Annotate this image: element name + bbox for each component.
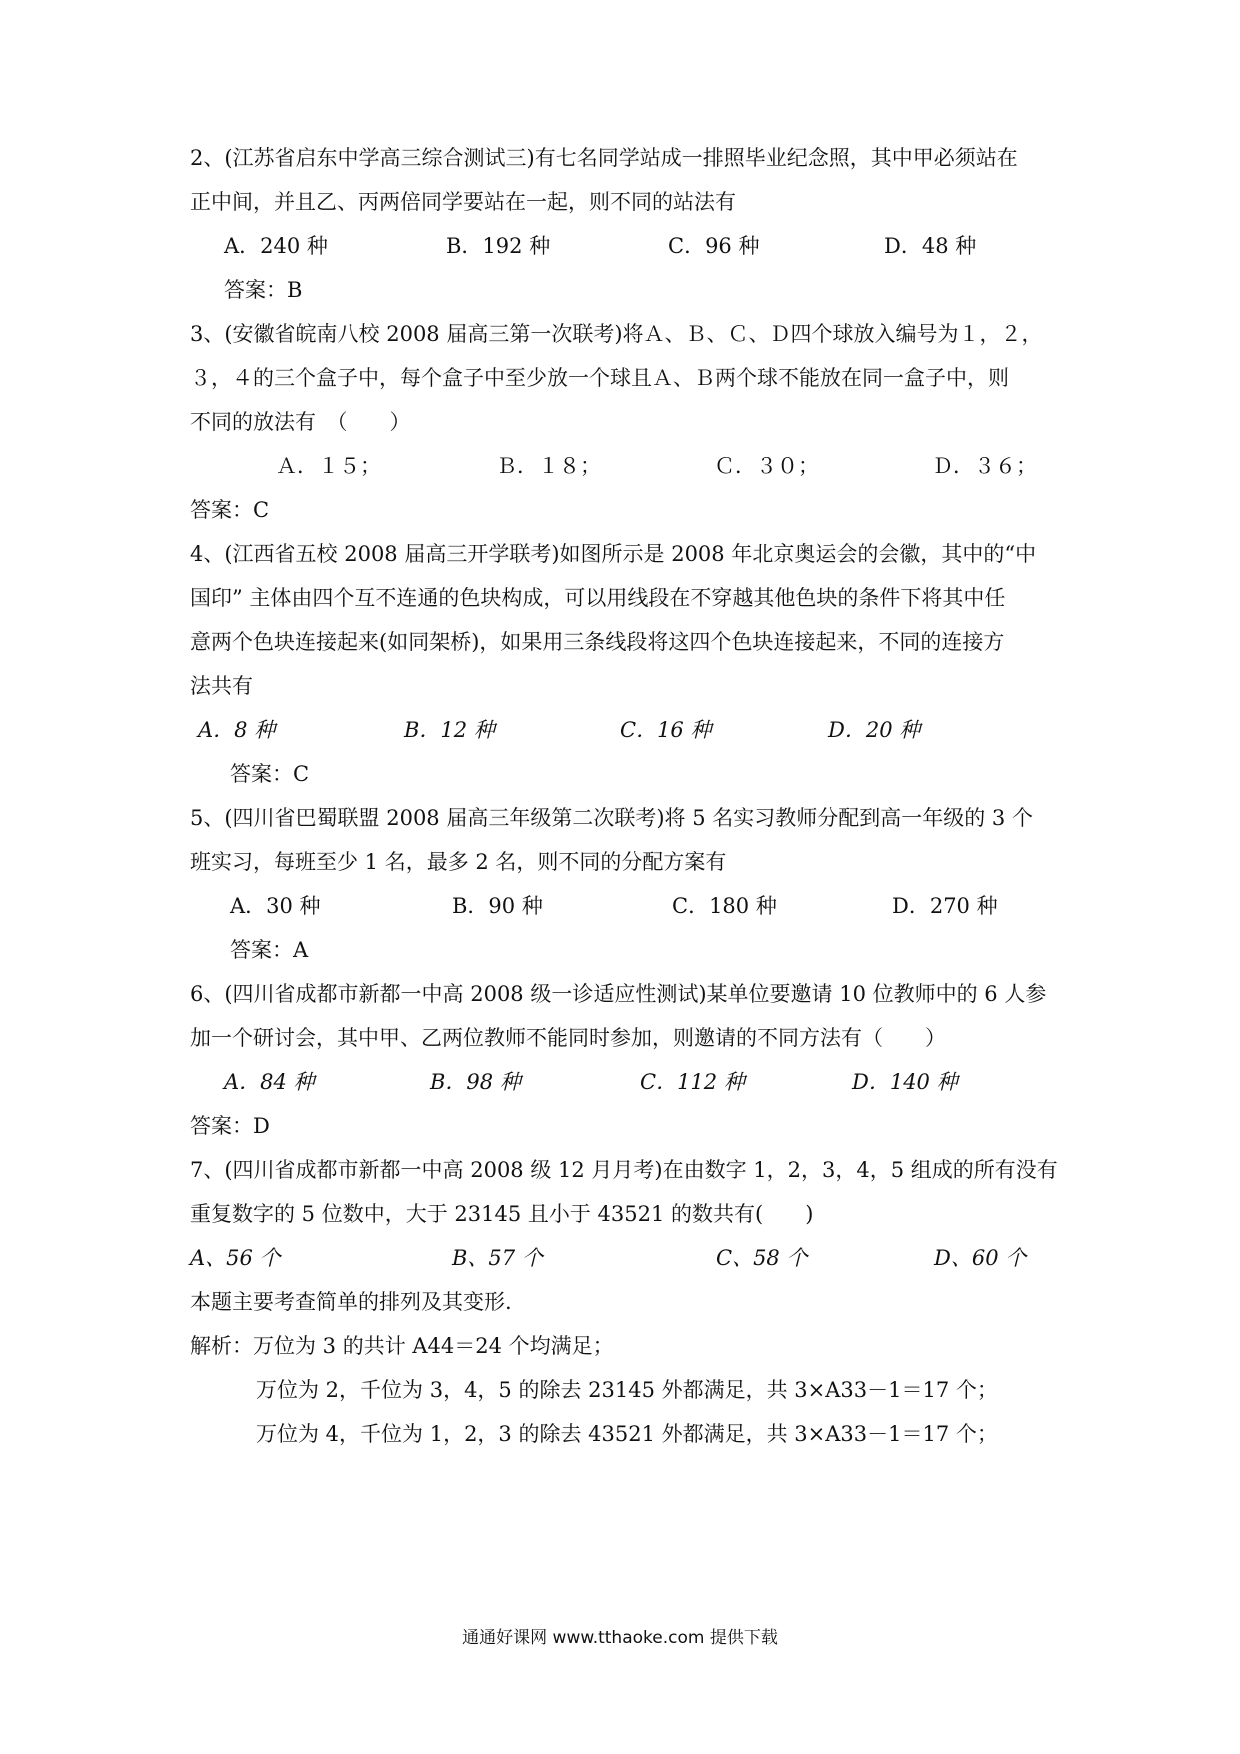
option-b: B．98 种	[430, 1070, 521, 1094]
option-b: B．192 种	[446, 234, 551, 258]
question-4-line-4: 法共有	[190, 674, 253, 698]
question-6-options	[0, 1068, 1240, 1096]
question-3-answer: 答案：C	[190, 498, 270, 522]
question-5-line-1: 5、(四川省巴蜀联盟 2008 届高三年级第二次联考)将 5 名实习教师分配到高一年级的 3 个	[190, 806, 1033, 830]
option-d: Ｄ．３６；	[932, 454, 1037, 478]
option-b: B．90 种	[452, 894, 543, 918]
option-d: D．140 种	[852, 1070, 958, 1094]
question-5-line-2: 班实习，每班至少 1 名，最多 2 名，则不同的分配方案有	[190, 850, 727, 874]
option-b: B．12 种	[404, 718, 495, 742]
question-4-options	[0, 716, 1240, 744]
option-b: Ｂ．１８；	[496, 454, 601, 478]
question-3-line-2: ３，４的三个盒子中，每个盒子中至少放一个球且Ａ、Ｂ两个球不能放在同一盒子中，则	[190, 366, 1009, 390]
question-2-answer: 答案：B	[224, 278, 303, 302]
question-2-line-2: 正中间，并且乙、丙两倍同学要站在一起，则不同的站法有	[190, 190, 736, 214]
question-7-line-2: 重复数字的 5 位数中，大于 23145 且小于 43521 的数共有( )	[190, 1202, 814, 1226]
analysis-intro: 本题主要考查简单的排列及其变形.	[190, 1290, 512, 1314]
analysis-second: 万位为 2，千位为 3，4，5 的除去 23145 外都满足，共 3×A33－1＝17 个；	[256, 1378, 998, 1402]
option-c: C、58 个	[716, 1246, 808, 1270]
question-4-line-3: 意两个色块连接起来(如同架桥)，如果用三条线段将这四个色块连接起来，不同的连接方	[190, 630, 1005, 654]
option-a: A．84 种	[224, 1070, 315, 1094]
option-d: D．270 种	[892, 894, 998, 918]
option-c: Ｃ．３０；	[714, 454, 819, 478]
question-7-options	[0, 1244, 1240, 1272]
question-3-line-3: 不同的放法有 （ ）	[190, 410, 411, 434]
option-a: A、56 个	[190, 1246, 281, 1270]
option-c: C．112 种	[640, 1070, 745, 1094]
question-4-line-2: 国印” 主体由四个互不连通的色块构成，可以用线段在不穿越其他色块的条件下将其中任	[190, 586, 1006, 610]
option-a: A．30 种	[230, 894, 321, 918]
option-a: Ａ．１５；	[276, 454, 381, 478]
option-a: A．8 种	[198, 718, 276, 742]
question-4-line-1: 4、(江西省五校 2008 届高三开学联考)如图所示是 2008 年北京奥运会的会徽，其中的“中	[190, 542, 1037, 566]
question-2-options	[0, 232, 1240, 260]
question-5-answer: 答案：A	[230, 938, 309, 962]
option-a: A．240 种	[224, 234, 328, 258]
option-d: D．20 种	[828, 718, 921, 742]
question-4-answer: 答案：C	[230, 762, 310, 786]
question-7-line-1: 7、(四川省成都市新都一中高 2008 级 12 月月考)在由数字 1，2，3，4，5 组成的所有没有	[190, 1158, 1058, 1182]
option-c: C．96 种	[668, 234, 760, 258]
analysis-third: 万位为 4，千位为 1，2，3 的除去 43521 外都满足，共 3×A33－1＝17 个；	[256, 1422, 998, 1446]
question-3-options	[0, 452, 1240, 480]
question-6-line-1: 6、(四川省成都市新都一中高 2008 级一诊适应性测试)某单位要邀请 10 位教师中的 6 人参	[190, 982, 1047, 1006]
question-5-options	[0, 892, 1240, 920]
option-b: B、57 个	[452, 1246, 543, 1270]
option-d: D．48 种	[884, 234, 977, 258]
question-6-line-2: 加一个研讨会，其中甲、乙两位教师不能同时参加，则邀请的不同方法有（ ）	[190, 1026, 946, 1050]
option-c: C．16 种	[620, 718, 712, 742]
question-6-answer: 答案：D	[190, 1114, 270, 1138]
analysis-first: 解析：万位为 3 的共计 A44＝24 个均满足；	[190, 1334, 614, 1358]
option-d: D、60 个	[934, 1246, 1027, 1270]
page-footer: 通通好课网 www.tthaoke.com 提供下载	[462, 1628, 778, 1648]
option-c: C．180 种	[672, 894, 777, 918]
question-2-line-1: 2、(江苏省启东中学高三综合测试三)有七名同学站成一排照毕业纪念照，其中甲必须站在	[190, 146, 1018, 170]
question-3-line-1: 3、(安徽省皖南八校 2008 届高三第一次联考)将Ａ、Ｂ、Ｃ、Ｄ四个球放入编号为１，２，	[190, 322, 1043, 346]
